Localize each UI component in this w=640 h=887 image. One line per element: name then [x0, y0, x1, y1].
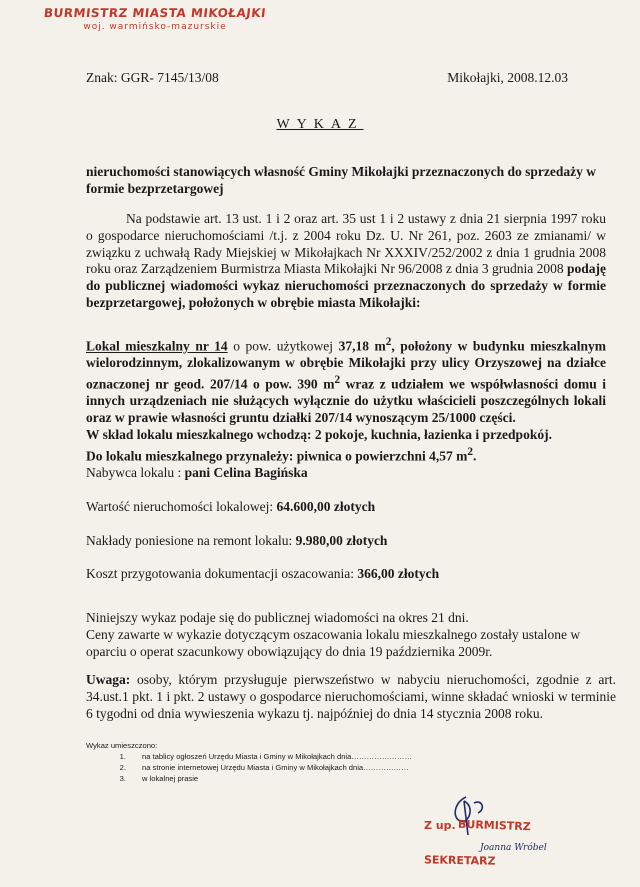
property-description [86, 334, 606, 465]
posted-title: Wykaz umieszczono: [86, 741, 158, 750]
costs-line [86, 533, 387, 550]
property-t2: , położony w budynku mieszkalnym wielorodzinnym, zlokalizowanym w obrębie Mikołajki przy ulicy Orzyszowej na działce oznaczonej nr geod. 207/14 o pow. [86, 338, 607, 392]
notice [86, 610, 606, 660]
value-label: Wartość nieruchomości lokalowej: [86, 499, 277, 514]
warning-text: osoby, którym przysługuje pierwszeństwo w nabyciu nieruchomości, zgodnie z art. 34.ust.1 pkt. 1 i pkt. 2 ustawy o gospodarce nieruchomościami, winne składać wnioski w terminie 6 tygodni od dnia wywieszenia wykazu tj. najpóźniej do dnia 14 stycznia 2008 roku. [86, 672, 616, 721]
stamp-region: woj. warmińsko-mazurskie [83, 22, 227, 32]
property-cellar: Do lokalu mieszkalnego przynależy: piwnica o powierzchni 4,57 m [86, 448, 468, 464]
cellar-end: . [473, 448, 477, 464]
plot-area-sup: 2 [334, 374, 341, 387]
warning-label: Uwaga: [86, 672, 131, 687]
prep-line [86, 566, 439, 583]
property-name: Lokal mieszkalny nr 14 [86, 338, 228, 354]
notice-line2: Ceny zawarte w wykazie dotyczącym oszacowania lokalu mieszkalnego zostały ustalone w oparciu o operat szacunkowy obowiązujący do dnia 19 października 2009r. [86, 626, 581, 659]
property-rooms: W skład lokalu mieszkalnego wchodzą: 2 pokoje, kuchnia, łazienka i przedpokój. [86, 426, 552, 442]
list-item: 2. na stronie internetowej Urzędu Miasta i Gminy w Mikołajkach dnia……………… [119, 763, 409, 772]
list-item: 1. na tablicy ogłoszeń Urzędu Miasta i Gminy w Mikołajkach dnia…………………… [119, 752, 413, 761]
list-item: 3. w lokalnej prasie [119, 774, 199, 783]
prep-label: Koszt przygotowania dokumentacji oszacowania: [86, 566, 358, 581]
value-amount: 64.600,00 złotych [276, 499, 376, 514]
signature-zup: Z up. [424, 819, 456, 832]
signature-name: Joanna Wróbel [480, 843, 547, 853]
costs-label: Nakłady poniesione na remont lokalu: [86, 533, 296, 548]
title-text: WYKAZ [276, 117, 364, 132]
signature-title: BURMISTRZ [457, 817, 531, 834]
warning-note [86, 672, 616, 722]
notice-line1: Niniejszy wykaz podaje się do publicznej wiadomości na okres 21 dni. [86, 610, 469, 625]
office-stamp [40, 6, 270, 32]
buyer-line [86, 465, 308, 482]
buyer-name: pani Celina Bagińska [184, 465, 308, 480]
property-t3: wraz z udziałem we współwłasności domu i innych urządzeniach nie służących wyłącznie do użytku właścicieli poszczególnych lokali oraz w prawie własności gruntu działki 207/14 wynoszącym 25/1000 części. [86, 376, 607, 426]
costs-amount: 9.980,00 złotych [295, 533, 388, 548]
property-area: 37,18 m [338, 338, 386, 354]
value-line [86, 499, 375, 516]
reference-number: Znak: GGR- 7145/13/08 [86, 70, 219, 85]
handwritten-signature-icon [424, 795, 624, 885]
property-t1: o pow. użytkowej [227, 338, 339, 354]
legal-basis [86, 211, 606, 312]
cellar-sup: 2 [467, 445, 473, 458]
signature-block [424, 795, 624, 885]
document-subject: nieruchomości stanowiących własność Gminy Mikołajki przeznaczonych do sprzedaży w formie bezprzetargowej [86, 164, 596, 196]
buyer-label: Nabywca lokalu : [86, 465, 185, 480]
document-title [0, 117, 640, 133]
property-area-sup: 2 [385, 336, 392, 348]
prep-amount: 366,00 złotych [357, 566, 440, 581]
basis-text: Na podstawie art. 13 ust. 1 i 2 oraz art. 35 ust 1 i 2 ustawy z dnia 21 sierpnia 1997 roku o gospodarce nieruchomościami /t.j. z 2004 roku Dz. U. Nr 261, poz. 2603 ze zmianami/ w związku z uchwałą Rady Miejskiej w Mikołajkach Nr XXXIV/252/2002 z dnia 1 grudnia 2008 roku oraz Zarządzeniem Burmistrza Miasta Mikołajki Nr 96/2008 z dnia 3 grudnia 2008 [86, 211, 606, 277]
posted-list [86, 740, 412, 784]
stamp-title: BURMISTRZ MIASTA MIKOŁAJKI [43, 6, 267, 20]
place-date: Mikołajki, 2008.12.03 [447, 70, 568, 85]
basis-bold: podaję do publicznej wiadomości wykaz nieruchomości przeznaczonych do sprzedaży w formie bezprzetargowej, położonych w obrębie miasta Mikołajki: [86, 261, 607, 310]
plot-area: 390 m [297, 376, 335, 392]
signature-secretary: SEKRETARZ [423, 853, 496, 868]
